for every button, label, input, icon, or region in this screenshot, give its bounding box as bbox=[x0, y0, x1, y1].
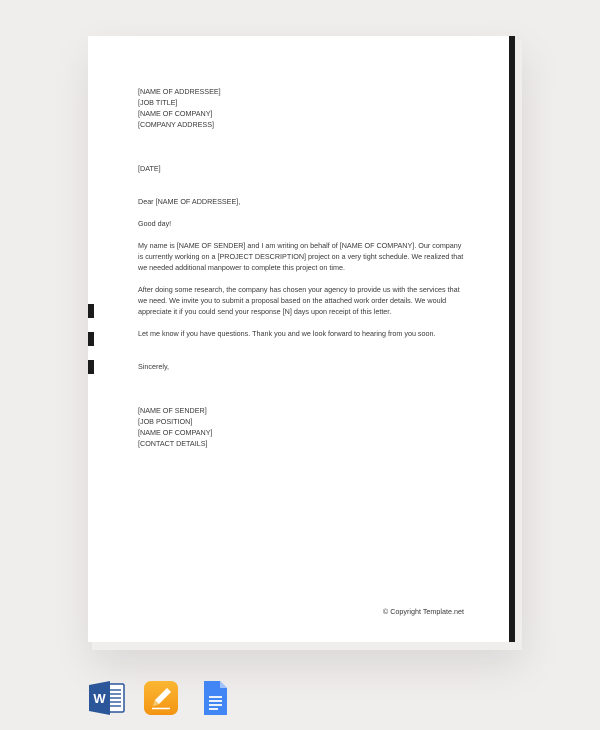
addressee-company: [NAME OF COMPANY] bbox=[138, 109, 213, 118]
binder-tab bbox=[88, 304, 94, 318]
addressee-block bbox=[138, 86, 468, 130]
salutation: Dear [NAME OF ADDRESSEE], bbox=[138, 197, 241, 206]
letter-body bbox=[138, 86, 468, 449]
paragraph-request: After doing some research, the company has chosen your agency to provide us with the services that we need. We invite you to submit a proposal based on the attached work order details. We would appreciate it if you could send your response [N] days upon receipt of this letter. bbox=[138, 285, 460, 316]
binder-tab bbox=[88, 360, 94, 374]
addressee-job-title: [JOB TITLE] bbox=[138, 98, 178, 107]
addressee-name: [NAME OF ADDRESSEE] bbox=[138, 87, 221, 96]
sender-company: [NAME OF COMPANY] bbox=[138, 428, 213, 437]
binder-tab bbox=[88, 332, 94, 346]
paragraph-intro: My name is [NAME OF SENDER] and I am writing on behalf of [NAME OF COMPANY]. Our company is currently working on a [PROJECT DESCRIPTION] project on a very tight schedule. We realized that we needed additional manpower to complete this project on time. bbox=[138, 241, 464, 272]
sender-block bbox=[138, 405, 468, 449]
closing: Sincerely, bbox=[138, 362, 170, 371]
google-docs-icon[interactable] bbox=[196, 679, 234, 717]
pages-icon[interactable] bbox=[142, 679, 180, 717]
paragraph-closing: Let me know if you have questions. Thank you and we look forward to hearing from you soon. bbox=[138, 329, 436, 338]
letter-date: [DATE] bbox=[138, 164, 161, 173]
greeting: Good day! bbox=[138, 219, 172, 228]
sender-job-position: [JOB POSITION] bbox=[138, 417, 193, 426]
addressee-address: [COMPANY ADDRESS] bbox=[138, 120, 215, 129]
word-icon[interactable] bbox=[88, 679, 126, 717]
copyright-text: © Copyright Template.net bbox=[382, 607, 464, 616]
letter-document bbox=[88, 36, 510, 642]
sender-contact-details: [CONTACT DETAILS] bbox=[138, 439, 208, 448]
sender-name: [NAME OF SENDER] bbox=[138, 406, 207, 415]
document-right-edge bbox=[509, 36, 515, 642]
word-icon-letter: W bbox=[93, 691, 106, 706]
